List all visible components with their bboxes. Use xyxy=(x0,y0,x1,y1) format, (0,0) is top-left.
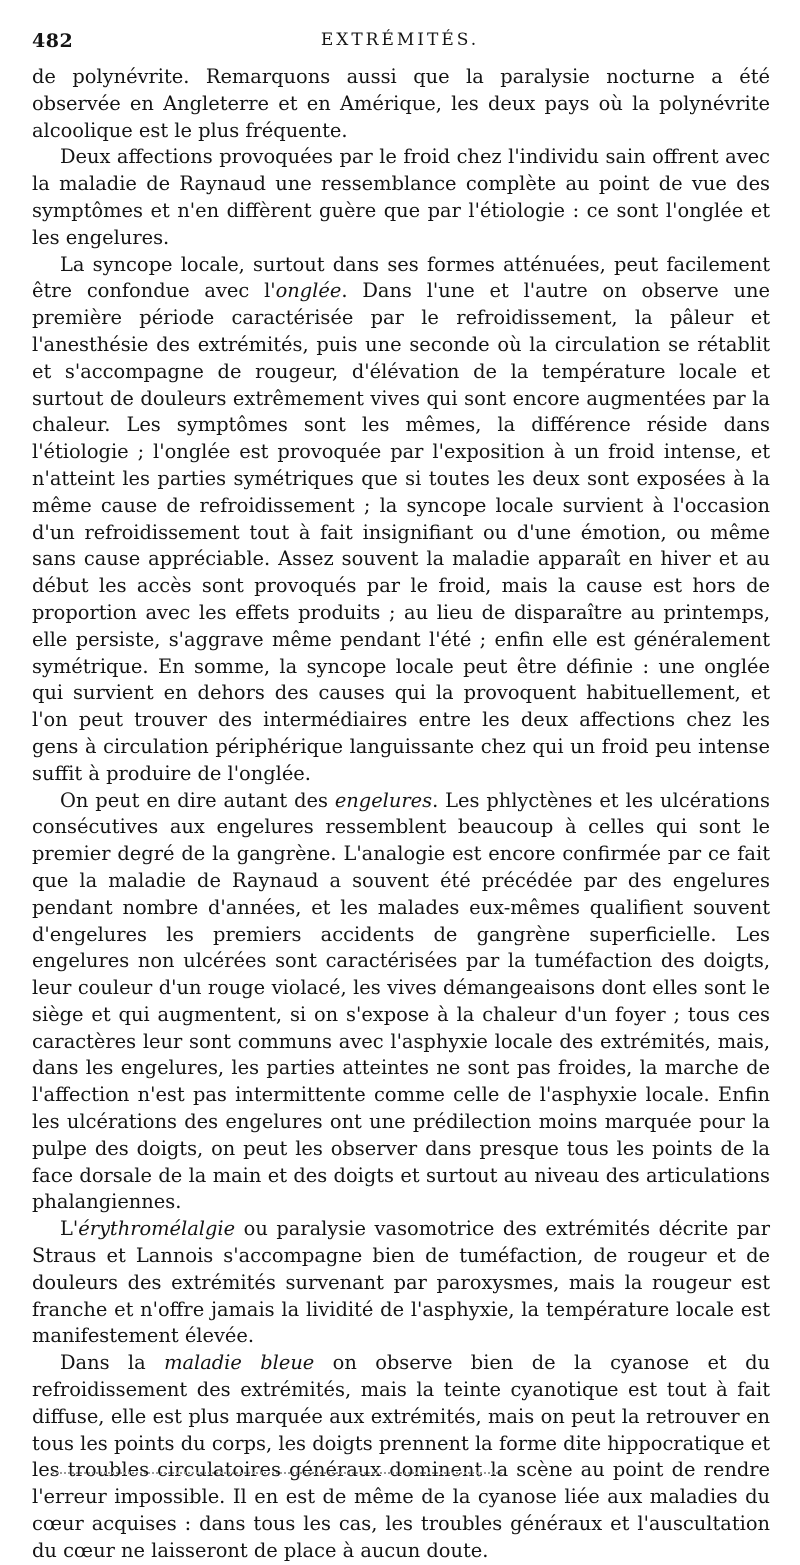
page-header xyxy=(32,30,768,58)
footer-rule xyxy=(52,1472,502,1474)
paragraph-text: La syncope locale, surtout dans ses formes atténuées, peut facilement être confondue avec l' xyxy=(32,252,770,303)
italic-term: onglée xyxy=(275,279,342,303)
paragraph xyxy=(32,788,770,1217)
italic-term: maladie bleue xyxy=(164,1351,315,1375)
paragraph xyxy=(32,1350,770,1564)
paragraph xyxy=(32,1216,770,1350)
paragraph xyxy=(32,252,770,788)
paragraph-text: on observe bien de la cyanose et du refroidissement des extrémités, mais la teinte cyanotique est tout à fait diffuse, elle est plus marquée aux extrémités, mais on peut la retrouver en tous les points du corps, les doigts prennent la forme dite hippocratique et les troubles circulatoires généraux dominent la scène au point de rendre l'erreur impossible. Il en est de même de la cyanose liée aux maladies du cœur acquises : dans tous les cas, les troubles généraux et l'auscultation du cœur ne laisseront de place à aucun doute. xyxy=(32,1351,771,1562)
italic-term: engelures xyxy=(334,788,433,812)
page-number: 482 xyxy=(32,30,74,52)
paragraph-text: ou paralysie vasomotrice des extrémités décrite par Straus et Lannois s'accompagne bien de tuméfaction, de rougeur et de douleurs des extrémités survenant par paroxysmes, mais la rougeur est franche et n'offre jamais la lividité de l'asphyxie, la température locale est manifestement élevée. xyxy=(32,1217,770,1348)
paragraph-text: L' xyxy=(60,1217,79,1241)
paragraph-text: Deux affections provoquées par le froid chez l'individu sain offrent avec la maladie de Raynaud une ressemblance complète au point de vue des symptômes et n'en diffèrent guère que par l'étiologie : ce sont l'onglée et les engelures. xyxy=(32,145,770,249)
paragraph xyxy=(32,64,770,144)
running-title: EXTRÉMITÉS. xyxy=(320,30,480,50)
paragraph-text: . Dans l'une et l'autre on observe une première période caractérisée par le refroidissement, la pâleur et l'anesthésie des extrémités, puis une seconde où la circulation se rétablit et s'accompagne de rougeur, d'élévation de la température locale et surtout de douleurs extrêmement vives qui sont encore augmentées par la chaleur. Les symptômes sont les mêmes, la différence réside dans l'étiologie ; l'onglée est provoquée par l'exposition à un froid intense, et n'atteint les parties symétriques que si toutes les deux sont exposées à la même cause de refroidissement ; la syncope locale survient à l'occasion d'un refroidissement tout à fait insignifiant ou d'une émotion, ou même sans cause appréciable. Assez souvent la maladie apparaît en hiver et au début les accès sont provoqués par le froid, mais la cause est hors de proportion avec les effets produits ; au lieu de disparaître au printemps, elle persiste, s'aggrave même pendant l'été ; enfin elle est généralement symétrique. En somme, la syncope locale peut être définie : une onglée qui survient en dehors des causes qui la provoquent habituellement, et l'on peut trouver des intermédiaires entre les deux affections chez les gens à circulation périphérique languissante chez qui un froid peu intense suffit à produire de l'onglée. xyxy=(32,279,771,785)
body-text xyxy=(32,64,770,1565)
paragraph-text: . Les phlyctènes et les ulcérations consécutives aux engelures ressemblent beaucoup à celles qui sont le premier degré de la gangrène. L'analogie est encore confirmée par ce fait que la maladie de Raynaud a souvent été précédée par des engelures pendant nombre d'années, et les malades eux-mêmes qualifient souvent d'engelures les premiers accidents de gangrène superficielle. Les engelures non ulcérées sont caractérisées par la tuméfaction des doigts, leur couleur d'un rouge violacé, les vives démangeaisons dont elles sont le siège et qui augmentent, si on s'expose à la chaleur d'un foyer ; tous ces caractères leur sont communs avec l'asphyxie locale des extrémités, mais, dans les engelures, les parties atteintes ne sont pas froides, la marche de l'affection n'est pas intermittente comme celle de l'asphyxie locale. Enfin les ulcérations des engelures ont une prédilection moins marquée pour la pulpe des doigts, on peut les observer dans presque tous les points de la face dorsale de la main et des doigts et surtout au niveau des articulations phalangiennes. xyxy=(32,788,770,1214)
paragraph xyxy=(32,144,770,251)
paragraph-text: On peut en dire autant des xyxy=(60,788,335,812)
italic-term: érythromélalgie xyxy=(78,1217,236,1241)
paragraph-text: de polynévrite. Remarquons aussi que la paralysie nocturne a été observée en Angleterre et en Amérique, les deux pays où la polynévrite alcoolique est le plus fréquente. xyxy=(32,65,770,142)
paragraph-text: Dans la xyxy=(60,1351,165,1375)
